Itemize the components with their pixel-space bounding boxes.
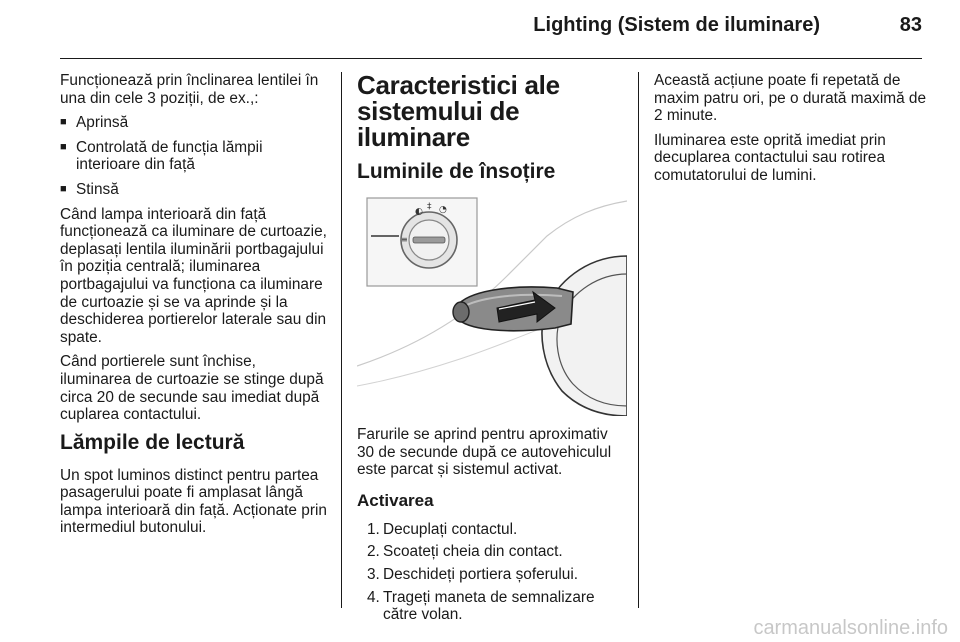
header-rule (60, 58, 922, 59)
intro-paragraph: Funcționează prin înclinarea lentilei în una din cele 3 poziții, de ex.,: (60, 72, 319, 107)
step-text: Decuplați contactul. (383, 520, 518, 538)
column-2 (357, 72, 627, 629)
section-heading (357, 72, 627, 150)
exit-lighting-description: Farurile se aprind pentru aproximativ 30 de secunde după ce autovehiculul este parcat și sistemul activat. (357, 426, 612, 479)
list-item-text: Controlată de funcția lămpii interioare din față (76, 138, 263, 174)
step-text: Scoateți cheia din contact. (383, 543, 563, 561)
column-3 (654, 72, 929, 192)
headlight-switch-stalk-illustration (357, 196, 627, 416)
list-item-text: Stinsă (76, 180, 119, 198)
step-text: Deschideți portiera șoferului. (383, 565, 579, 583)
list-item (357, 521, 627, 539)
svg-text:‡: ‡ (427, 202, 432, 212)
bullet-icon: ■ (60, 116, 67, 129)
activation-steps (357, 521, 627, 624)
bullet-icon: ■ (60, 182, 67, 195)
page-number: 83 (899, 14, 922, 36)
step-number: 2. (367, 543, 380, 561)
step-number: 1. (367, 520, 380, 538)
column-divider (638, 72, 639, 608)
courtesy-paragraph: Când lampa interioară din față funcționează ca iluminare de curtoazie, deplasați lentila iluminării portbagajului în poziția centrală; iluminarea portbagajului va funcționa ca iluminare de curtoazie și se va aprinde și la deschiderea portierelor laterale sau din spate. (60, 205, 327, 346)
page-title: Lighting (Sistem de iluminare) (533, 14, 820, 36)
watermark: carmanualsonline.info (753, 617, 948, 639)
step-number: 4. (367, 588, 380, 606)
activation-heading: Activarea (357, 490, 434, 510)
switch-off-paragraph: Iluminarea este oprită imediat prin decuplarea contactului sau rotirea comutatorului de lumini. (654, 131, 886, 184)
section-heading-line: sistemului de iluminare (357, 96, 520, 152)
list-item (60, 139, 330, 174)
doors-closed-paragraph: Când portierele sunt închise, iluminarea de curtoazie se stinge după circa 20 de secunde sau imediat după cuplarea contactului. (60, 353, 324, 424)
list-item (60, 181, 330, 199)
reading-lamps-heading: Lămpile de lectură (60, 430, 245, 454)
section-heading-line: Caracteristici ale (357, 70, 560, 100)
repeat-paragraph: Această acțiune poate fi repetată de maxim patru ori, pe o durată maximă de 2 minute. (654, 72, 927, 125)
list-item (357, 566, 627, 584)
position-list (60, 114, 330, 198)
column-1 (60, 72, 330, 544)
svg-text:◔: ◔ (439, 205, 447, 215)
step-text: Trageți maneta de semnalizare către volan. (383, 588, 595, 624)
svg-text:◐: ◐ (415, 207, 423, 217)
list-item (357, 543, 627, 561)
exit-lighting-heading: Luminile de însoțire (357, 160, 556, 183)
step-number: 3. (367, 565, 380, 583)
list-item-text: Aprinsă (76, 114, 129, 132)
bullet-icon: ■ (60, 140, 67, 153)
reading-lamps-paragraph: Un spot luminos distinct pentru partea pasagerului poate fi amplasat lângă lampa interioară din față. Acționate prin intermediul butonului. (60, 466, 327, 537)
list-item (357, 589, 627, 624)
column-divider (341, 72, 342, 608)
svg-text:≡: ≡ (401, 235, 408, 244)
list-item (60, 114, 330, 132)
